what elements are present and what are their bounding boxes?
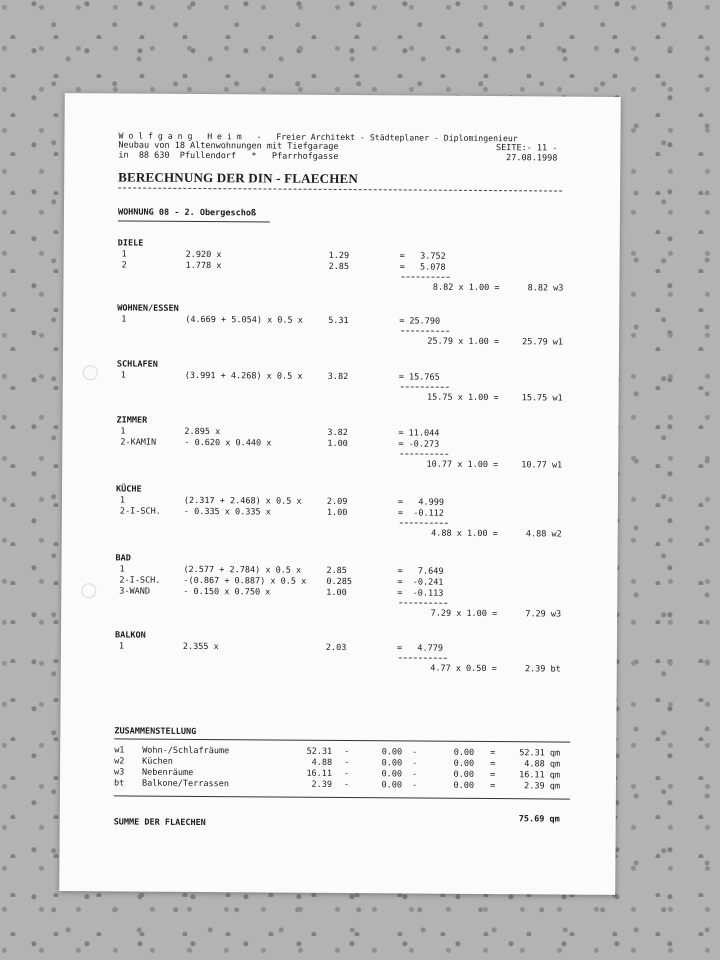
row-result: = 4.999 (397, 497, 445, 508)
row-formula: - 0.620 x 0.440 x (184, 437, 272, 449)
summary-dash: - (412, 769, 418, 780)
room-subtotal: 8.82 x 1.00 = (432, 282, 500, 294)
room-name: KÜCHE (115, 484, 142, 495)
summary-value-a: 16.11 (306, 768, 333, 779)
summary-label: Küchen (142, 756, 173, 767)
room-name: BALKON (114, 630, 146, 641)
room-subtotal: 10.77 x 1.00 = (426, 459, 499, 471)
sum-label: SUMME DER FLAECHEN (113, 817, 206, 829)
row-formula: - 0.335 x 0.335 x (183, 506, 271, 518)
row-factor: 1.00 (327, 438, 348, 450)
room-subtotal: 4.88 x 1.00 = (431, 528, 498, 540)
row-result: = -0.241 (397, 577, 444, 588)
sum-value: 75.69 qm (518, 814, 560, 825)
summary-equals: = (490, 748, 496, 759)
row-factor: 1.00 (326, 587, 347, 599)
room-subtotal: 4.77 x 0.50 = (430, 663, 497, 675)
room-total: 8.82 w3 (527, 283, 564, 294)
row-factor: 5.31 (328, 315, 349, 327)
row-factor: 1.29 (328, 250, 350, 262)
summary-dash: - (344, 758, 350, 769)
summary-equals: = (490, 759, 496, 770)
header-address: in 88 630 Pfullendorf * Pfarrhofgasse (118, 150, 339, 162)
row-index: 2-I-SCH. (119, 506, 161, 517)
room-name: WOHNEN/ESSEN (117, 303, 179, 314)
summary-value-c: 0.00 (453, 758, 475, 769)
room-name: SCHLAFEN (116, 359, 158, 370)
row-index: 1 (119, 495, 126, 506)
row-result: = -0.112 (397, 508, 444, 519)
subtotal-rule (399, 602, 447, 603)
subtotal-rule (400, 522, 448, 523)
row-formula: -(0.867 + 0.887) x 0.5 x (183, 575, 307, 587)
row-result: = 15.765 (398, 372, 440, 383)
row-factor: 3.82 (327, 371, 349, 383)
summary-label: Nebenräume (142, 767, 194, 778)
summary-equals: = (490, 770, 496, 781)
row-index: 2-KAMIN (120, 437, 157, 448)
title-underline (118, 187, 562, 191)
row-index: 2 (121, 260, 127, 271)
summary-dash: - (344, 769, 350, 780)
summary-heading: ZUSAMMENSTELLUNG (114, 726, 197, 738)
room-total: 4.88 w2 (525, 529, 562, 540)
apartment-underline (118, 220, 270, 222)
row-result: = 5.078 (399, 262, 446, 273)
summary-value-b: 0.00 (381, 747, 403, 758)
room-total: 25.79 w1 (522, 337, 564, 348)
room-total: 2.39 bt (524, 664, 561, 675)
punch-hole (81, 583, 96, 598)
summary-equals: = (489, 781, 496, 792)
room-subtotal: 25.79 x 1.00 = (427, 336, 500, 348)
subtotal-rule (399, 657, 447, 658)
summary-dash: - (412, 758, 418, 769)
row-factor: 1.00 (326, 507, 348, 519)
row-result: = 3.752 (399, 251, 446, 262)
summary-top-rule (114, 738, 570, 742)
summary-value-a: 52.31 (306, 746, 333, 757)
summary-row-total: 2.39 qm (524, 781, 560, 792)
summary-dash: - (411, 780, 418, 791)
row-index: 1 (121, 314, 127, 325)
subtotal-rule (402, 276, 450, 277)
summary-dash: - (343, 780, 350, 791)
summary-value-c: 0.00 (453, 769, 475, 780)
summary-value-b: 0.00 (381, 758, 403, 769)
document-page (59, 93, 621, 895)
row-index: 1 (119, 564, 125, 575)
summary-code: w2 (114, 756, 125, 767)
subtotal-rule (401, 330, 449, 331)
row-result: = 7.649 (397, 566, 444, 577)
row-factor: 2.85 (328, 261, 350, 273)
row-formula: 2.920 x (185, 249, 222, 261)
row-formula: 2.355 x (182, 641, 219, 653)
room-total: 10.77 w1 (521, 460, 563, 471)
room-total: 7.29 w3 (525, 609, 562, 620)
header-project: Neubau von 18 Altenwohnungen mit Tiefgarage (118, 140, 339, 152)
summary-value-c: 0.00 (453, 747, 475, 758)
row-factor: 2.03 (325, 642, 347, 654)
room-name: BAD (115, 553, 131, 564)
summary-value-a: 4.88 (311, 757, 333, 768)
row-formula: 2.895 x (184, 426, 221, 438)
row-result: = 4.779 (396, 643, 444, 654)
summary-value-b: 0.00 (381, 769, 403, 780)
summary-label: Balkone/Terrassen (141, 778, 230, 790)
room-total: 15.75 w1 (521, 393, 563, 404)
row-index: 2-I-SCH. (119, 575, 161, 586)
row-result: = 11.044 (398, 428, 440, 439)
row-index: 1 (120, 370, 126, 381)
header-page-number: SEITE:- 11 - (495, 143, 558, 154)
room-subtotal: 7.29 x 1.00 = (430, 608, 498, 620)
row-index: 1 (121, 249, 127, 260)
summary-label: Wohn-/Schlafräume (142, 745, 230, 757)
summary-dash: - (344, 747, 350, 758)
room-subtotal: 15.75 x 1.00 = (426, 392, 499, 404)
row-factor: 0.285 (326, 576, 353, 588)
row-result: = -0.273 (398, 439, 440, 450)
summary-code: bt (113, 778, 125, 789)
summary-value-a: 2.39 (311, 779, 333, 790)
row-index: 1 (118, 641, 125, 652)
row-formula: (2.577 + 2.784) x 0.5 x (183, 564, 302, 576)
summary-row-total: 16.11 qm (519, 770, 561, 781)
room-name: DIELE (117, 238, 144, 249)
row-formula: (3.991 + 4.268) x 0.5 x (184, 370, 303, 382)
row-formula: (4.669 + 5.054) x 0.5 x (185, 314, 303, 326)
page-title: BERECHNUNG DER DIN - FLAECHEN (118, 169, 359, 187)
summary-code: w1 (114, 745, 125, 756)
row-formula: 1.778 x (185, 260, 222, 272)
summary-row-total: 52.31 qm (519, 748, 561, 759)
summary-row-total: 4.88 qm (524, 759, 561, 770)
punch-hole (83, 365, 98, 380)
row-index: 1 (120, 426, 126, 437)
subtotal-rule (401, 386, 449, 387)
row-factor: 2.09 (326, 496, 348, 508)
summary-code: w3 (114, 767, 125, 778)
row-result: = -0.113 (397, 588, 444, 599)
row-result: = 25.790 (399, 316, 441, 327)
row-formula: (2.317 + 2.468) x 0.5 x (183, 495, 302, 507)
row-formula: - 0.150 x 0.750 x (183, 586, 271, 598)
row-factor: 2.85 (326, 565, 347, 577)
summary-dash: - (412, 747, 418, 758)
subtotal-rule (400, 453, 448, 454)
summary-value-b: 0.00 (381, 780, 403, 791)
row-factor: 3.82 (327, 427, 348, 439)
header-author-line: W o l f g a n g H e i m - Freier Architekt - Städteplaner - Diplomingenieur (118, 130, 518, 144)
summary-value-c: 0.00 (453, 780, 475, 791)
room-name: ZIMMER (116, 415, 148, 426)
header-date: 27.08.1998 (506, 153, 558, 164)
row-index: 3-WAND (119, 586, 151, 597)
apartment-heading: WOHNUNG 08 - 2. Obergeschoß (117, 207, 257, 219)
summary-bottom-rule (114, 795, 570, 799)
